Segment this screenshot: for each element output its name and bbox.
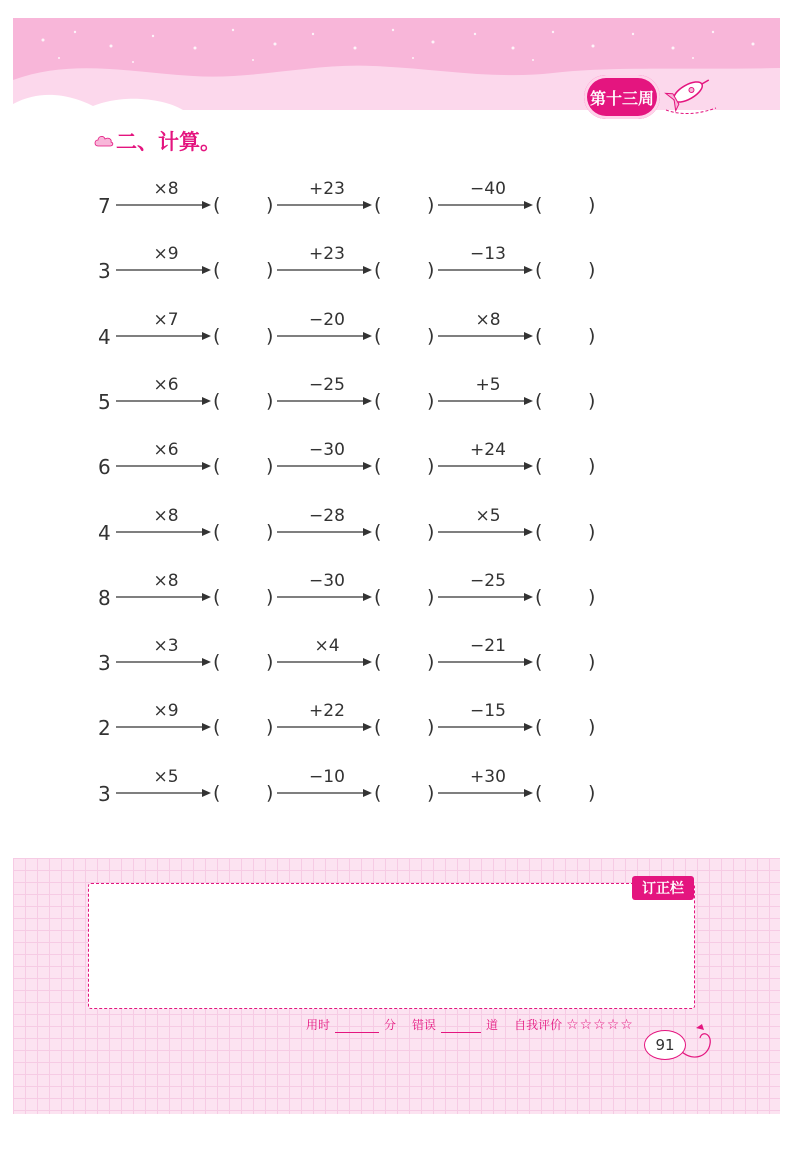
operation-label: ×6 — [153, 440, 179, 461]
answer-blank-open[interactable]: ( — [213, 389, 221, 412]
start-number: 2 — [98, 716, 111, 741]
start-number: 4 — [98, 520, 111, 545]
items-label: 道 — [486, 1018, 499, 1032]
operation-label: −20 — [309, 309, 345, 330]
section-title-text: 二、计算。 — [116, 130, 221, 154]
operation-label: ×9 — [153, 701, 179, 722]
answer-blank-close: ) — [266, 651, 274, 674]
operation-label: ×9 — [153, 244, 179, 265]
arrow-icon — [277, 265, 372, 275]
arrow-icon — [116, 200, 211, 210]
answer-blank-close: ) — [588, 651, 596, 674]
operation-label: +23 — [309, 244, 345, 265]
answer-blank-open[interactable]: ( — [535, 781, 543, 804]
time-label: 用时 — [306, 1018, 331, 1032]
answer-blank-close: ) — [427, 259, 435, 282]
arrow-icon — [116, 265, 211, 275]
operation-label: ×5 — [153, 766, 179, 787]
arrow-icon — [438, 657, 533, 667]
answer-blank-close: ) — [588, 259, 596, 282]
answer-blank-open[interactable]: ( — [535, 520, 543, 543]
operation-label: +24 — [470, 440, 506, 461]
answer-blank-open[interactable]: ( — [535, 455, 543, 478]
answer-blank-close: ) — [588, 781, 596, 804]
answer-blank-open[interactable]: ( — [535, 324, 543, 347]
answer-blank-open[interactable]: ( — [535, 716, 543, 739]
arrow-icon — [277, 527, 372, 537]
operation-label: ×4 — [314, 636, 340, 657]
answer-blank-open[interactable]: ( — [374, 585, 382, 608]
answer-blank-close: ) — [266, 259, 274, 282]
answer-blank-open[interactable]: ( — [374, 716, 382, 739]
arrow-icon — [438, 461, 533, 471]
problem-row — [0, 701, 800, 741]
start-number: 3 — [98, 781, 111, 806]
answer-blank-open[interactable]: ( — [213, 585, 221, 608]
operation-label: −40 — [470, 179, 506, 199]
operation-label: −13 — [470, 244, 506, 265]
arrow-icon — [438, 396, 533, 406]
operation-label: −10 — [309, 766, 345, 787]
answer-blank-close: ) — [588, 455, 596, 478]
answer-blank-open[interactable]: ( — [213, 259, 221, 282]
arrow-icon — [277, 657, 372, 667]
answer-blank-close: ) — [266, 716, 274, 739]
answer-blank-close: ) — [588, 520, 596, 543]
operation-label: ×3 — [153, 636, 179, 657]
answer-blank-close: ) — [266, 781, 274, 804]
operation-label: ×7 — [153, 309, 179, 330]
arrow-icon — [438, 527, 533, 537]
answer-blank-close: ) — [427, 455, 435, 478]
self-check-line — [306, 1016, 634, 1033]
operation-label: +22 — [309, 701, 345, 722]
operation-label: −25 — [470, 570, 506, 591]
start-number: 4 — [98, 324, 111, 349]
answer-blank-open[interactable]: ( — [374, 194, 382, 216]
answer-blank-open[interactable]: ( — [213, 520, 221, 543]
answer-blank-open[interactable]: ( — [374, 520, 382, 543]
start-number: 8 — [98, 585, 111, 610]
answer-blank-close: ) — [588, 716, 596, 739]
answer-blank-open[interactable]: ( — [213, 194, 221, 216]
answer-blank-open[interactable]: ( — [374, 324, 382, 347]
problem-row — [0, 375, 800, 415]
answer-blank-close: ) — [427, 651, 435, 674]
operation-label: −28 — [309, 505, 345, 526]
operation-label: +23 — [309, 179, 345, 199]
answer-blank-close: ) — [266, 324, 274, 347]
arrow-icon — [277, 200, 372, 210]
answer-blank-open[interactable]: ( — [535, 259, 543, 282]
errors-blank[interactable] — [441, 1020, 481, 1033]
answer-blank-close: ) — [427, 194, 435, 216]
answer-blank-close: ) — [266, 455, 274, 478]
answer-blank-close: ) — [588, 324, 596, 347]
arrow-icon — [116, 592, 211, 602]
answer-blank-open[interactable]: ( — [213, 324, 221, 347]
problem-row — [0, 179, 800, 219]
answer-blank-open[interactable]: ( — [374, 781, 382, 804]
answer-blank-open[interactable]: ( — [374, 389, 382, 412]
arrow-icon — [277, 461, 372, 471]
arrow-icon — [438, 592, 533, 602]
problem-row — [0, 767, 800, 807]
answer-blank-open[interactable]: ( — [374, 651, 382, 674]
problem-row — [0, 310, 800, 350]
minutes-label: 分 — [384, 1018, 397, 1032]
problem-row — [0, 440, 800, 480]
errors-label: 错误 — [412, 1018, 437, 1032]
operation-label: ×8 — [153, 505, 179, 526]
arrow-icon — [116, 396, 211, 406]
answer-blank-open[interactable]: ( — [535, 194, 543, 216]
time-blank[interactable] — [335, 1020, 379, 1033]
answer-blank-close: ) — [588, 194, 596, 216]
answer-blank-close: ) — [427, 520, 435, 543]
answer-blank-open[interactable]: ( — [535, 651, 543, 674]
arrow-icon — [438, 722, 533, 732]
answer-blank-close: ) — [266, 389, 274, 412]
answer-blank-open[interactable]: ( — [213, 651, 221, 674]
answer-blank-close: ) — [266, 194, 274, 216]
correction-area[interactable] — [88, 883, 695, 1009]
page-number: 91 — [644, 1030, 686, 1060]
operation-label: ×6 — [153, 374, 179, 395]
start-number: 6 — [98, 455, 111, 480]
arrow-icon — [438, 331, 533, 341]
answer-blank-open[interactable]: ( — [374, 455, 382, 478]
answer-blank-close: ) — [588, 585, 596, 608]
start-number: 3 — [98, 259, 111, 284]
arrow-icon — [277, 788, 372, 798]
operation-label: −15 — [470, 701, 506, 722]
operation-label: ×8 — [475, 309, 501, 330]
arrow-icon — [116, 461, 211, 471]
correction-label: 订正栏 — [632, 876, 694, 900]
arrow-icon — [116, 657, 211, 667]
answer-blank-close: ) — [427, 389, 435, 412]
arrow-icon — [438, 265, 533, 275]
operation-label: +30 — [470, 766, 506, 787]
start-number: 3 — [98, 651, 111, 676]
answer-blank-open[interactable]: ( — [213, 781, 221, 804]
answer-blank-close: ) — [266, 520, 274, 543]
rating-stars[interactable]: ☆☆☆☆☆ — [566, 1017, 634, 1033]
start-number: 5 — [98, 389, 111, 414]
arrow-icon — [116, 788, 211, 798]
arrow-icon — [116, 722, 211, 732]
arrow-icon — [438, 200, 533, 210]
problem-row — [0, 506, 800, 546]
week-badge: 第十三周 — [584, 75, 660, 119]
arrow-icon — [116, 527, 211, 537]
page-number-badge — [632, 1022, 722, 1068]
arrow-icon — [277, 592, 372, 602]
start-number: 7 — [98, 194, 111, 218]
operation-label: +5 — [475, 374, 501, 395]
operation-label: −21 — [470, 636, 506, 657]
answer-blank-close: ) — [266, 585, 274, 608]
answer-blank-open[interactable]: ( — [535, 389, 543, 412]
operation-label: ×8 — [153, 570, 179, 591]
answer-blank-open[interactable]: ( — [213, 716, 221, 739]
arrow-icon — [438, 788, 533, 798]
arrow-icon — [277, 331, 372, 341]
problem-row — [0, 571, 800, 611]
operation-label: −25 — [309, 374, 345, 395]
arrow-icon — [116, 331, 211, 341]
answer-blank-close: ) — [427, 781, 435, 804]
self-eval-label: 自我评价 — [514, 1018, 563, 1032]
operation-label: ×5 — [475, 505, 501, 526]
operation-label: ×8 — [153, 179, 179, 199]
operation-label: −30 — [309, 570, 345, 591]
answer-blank-close: ) — [588, 389, 596, 412]
operation-label: −30 — [309, 440, 345, 461]
answer-blank-close: ) — [427, 324, 435, 347]
arrow-icon — [277, 396, 372, 406]
arrow-icon — [277, 722, 372, 732]
answer-blank-open[interactable]: ( — [213, 455, 221, 478]
answer-blank-open[interactable]: ( — [374, 259, 382, 282]
answer-blank-close: ) — [427, 716, 435, 739]
problem-row — [0, 244, 800, 284]
answer-blank-open[interactable]: ( — [535, 585, 543, 608]
answer-blank-close: ) — [427, 585, 435, 608]
problem-row — [0, 636, 800, 676]
